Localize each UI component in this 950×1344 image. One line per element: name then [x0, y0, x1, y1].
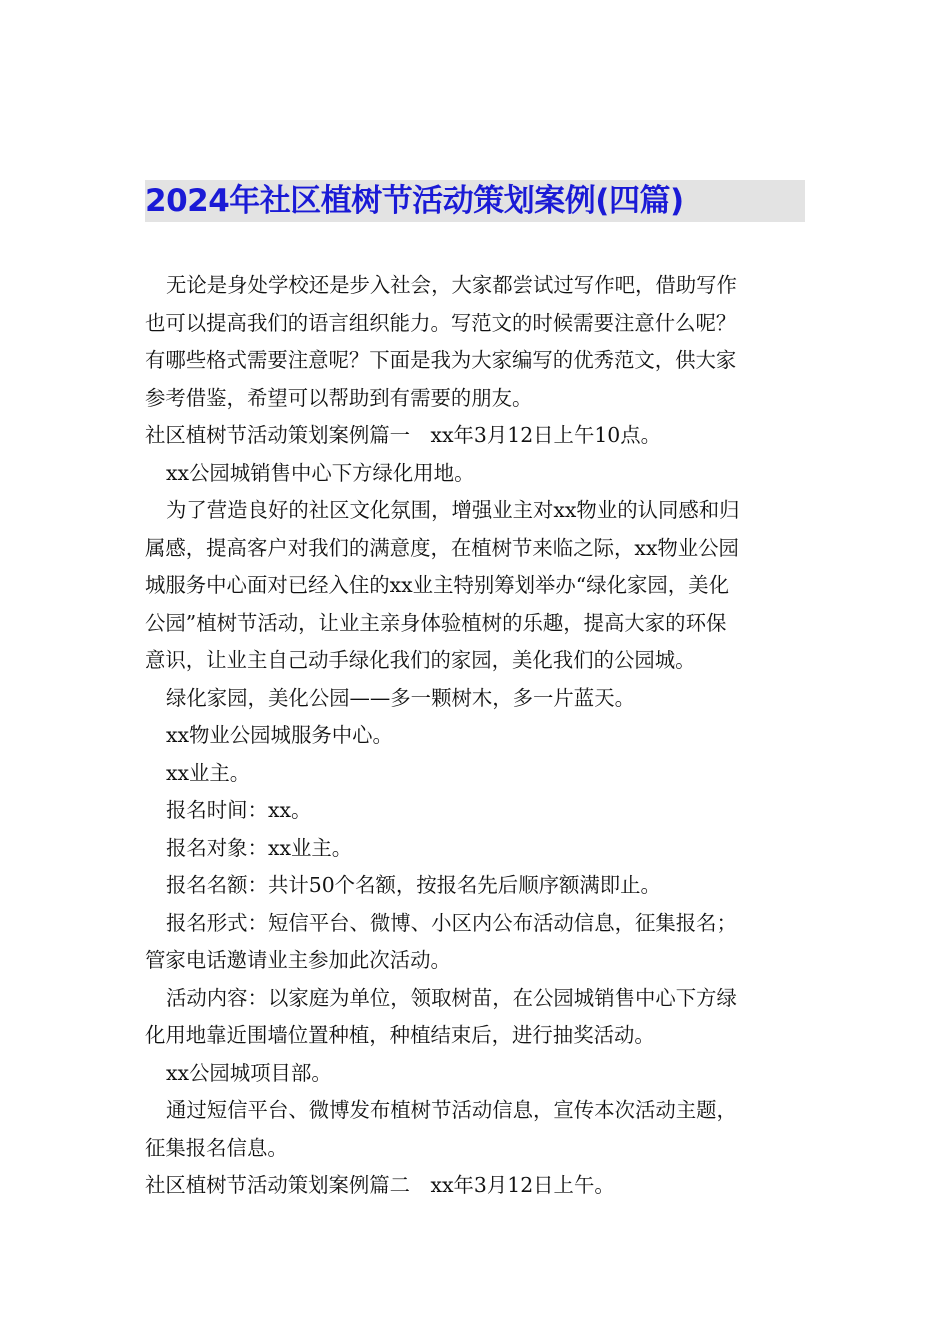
- text-line: 化用地靠近围墙位置种植，种植结束后，进行抽奖活动。: [145, 1023, 655, 1047]
- text-line: xx公园城项目部。: [166, 1060, 332, 1085]
- text-line: 报名形式：短信平台、微博、小区内公布活动信息，征集报名；: [166, 910, 737, 935]
- text-line: 通过短信平台、微博发布植树节活动信息，宣传本次活动主题，: [166, 1098, 737, 1122]
- text-line: xx物业公园城服务中心。: [166, 723, 393, 747]
- text-line: 参考借鉴，希望可以帮助到有需要的朋友。: [145, 385, 533, 410]
- text-line: 公园”植树节活动，让业主亲身体验植树的乐趣，提高大家的环保: [145, 610, 727, 635]
- document-body: [145, 267, 810, 1205]
- text-line: 报名对象：xx业主。: [166, 835, 353, 860]
- text-line: 属感，提高客户对我们的满意度，在植树节来临之际，xx物业公园: [145, 535, 739, 560]
- document-title: 2024年社区植树节活动策划案例(四篇): [145, 183, 684, 219]
- text-line: 报名名额：共计50个名额，按报名先后顺序额满即止。: [166, 873, 661, 897]
- text-line: 征集报名信息。: [145, 1135, 288, 1160]
- text-line: 无论是身处学校还是步入社会，大家都尝试过写作吧，借助写作: [166, 273, 737, 297]
- text-line: 也可以提高我们的语言组织能力。写范文的时候需要注意什么呢？: [145, 310, 737, 335]
- text-line: 管家电话邀请业主参加此次活动。: [145, 948, 451, 972]
- text-line: 报名时间：xx。: [166, 798, 312, 822]
- text-line: 城服务中心面对已经入住的xx业主特别筹划举办“绿化家园，美化: [145, 573, 729, 597]
- text-line: 为了营造良好的社区文化氛围，增强业主对xx物业的认同感和归: [166, 498, 740, 522]
- text-line: 社区植树节活动策划案例篇二 xx年3月12日上午。: [145, 1173, 615, 1197]
- text-line: 意识，让业主自己动手绿化我们的家园，美化我们的公园城。: [145, 648, 696, 672]
- text-line: 绿化家园，美化公园——多一颗树木，多一片蓝天。: [166, 685, 635, 710]
- text-line: xx业主。: [166, 760, 251, 785]
- title-highlight: [145, 180, 805, 222]
- text-line: 活动内容：以家庭为单位，领取树苗，在公园城销售中心下方绿: [166, 985, 737, 1010]
- text-line: 社区植树节活动策划案例篇一 xx年3月12日上午10点。: [145, 423, 662, 447]
- text-line: 有哪些格式需要注意呢？下面是我为大家编写的优秀范文，供大家: [145, 348, 737, 372]
- text-line: xx公园城销售中心下方绿化用地。: [166, 460, 475, 485]
